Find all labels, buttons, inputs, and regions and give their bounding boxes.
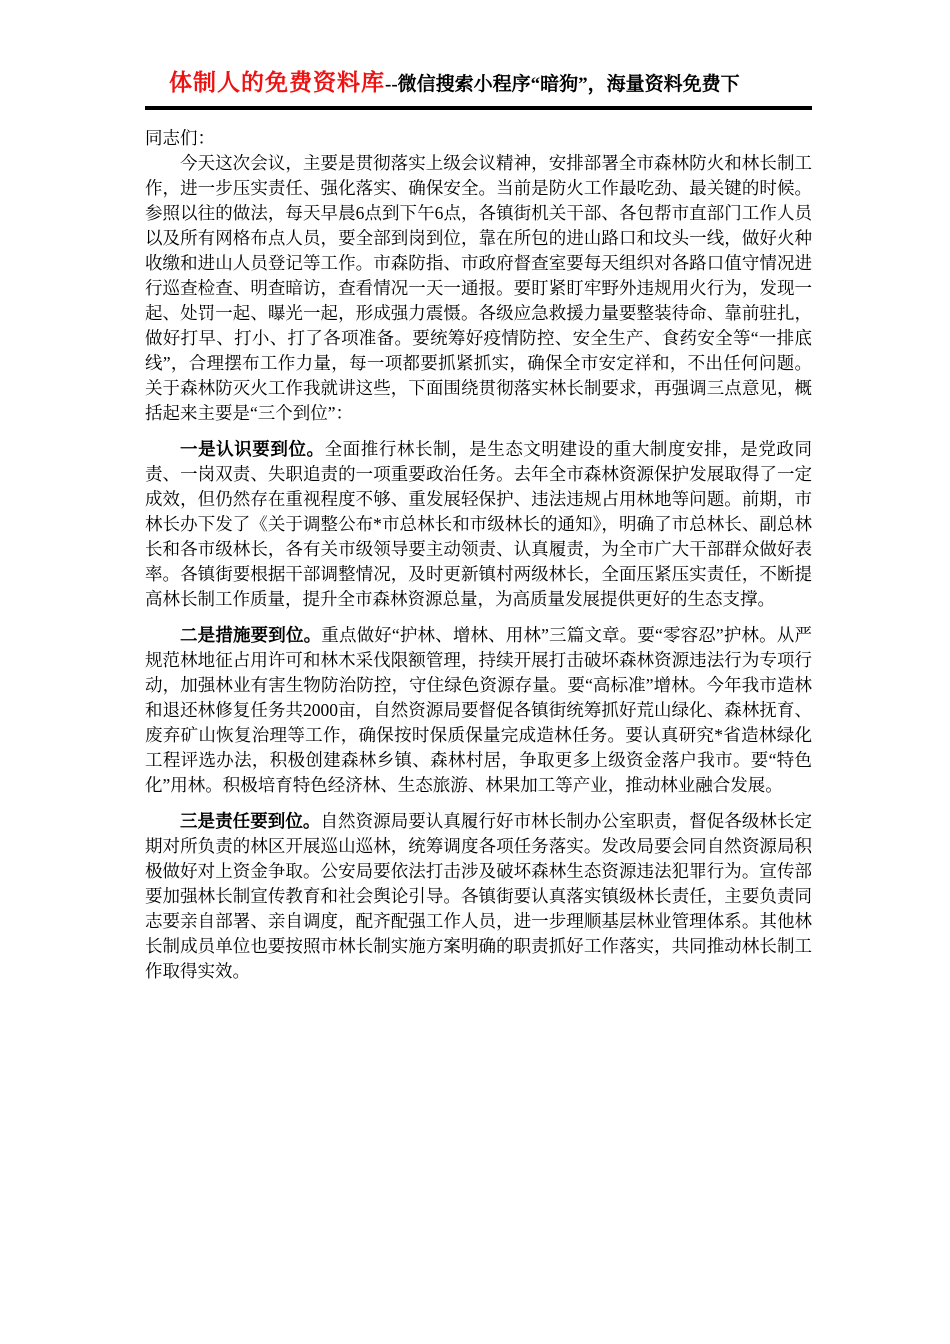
paragraph-text: 重点做好“护林、增林、用林”三篇文章。要“零容忍”护林。从严规范林地征占用许可和林木采伐限额管理，持续开展打击破坏森林资源违法行为专项行动，加强林业有害生物防治防控，守住绿色资源存量。要“高标准”增林。今年我市造林和退还林修复任务共2000亩，自然资源局要督促各镇街统筹抓好荒山绿化、森林抚育、废弃矿山恢复治理等工作，确保按时保质保量完成造林任务。要认真研究*省造林绿化工程评选办法，积极创建森林乡镇、森林村居，争取更多上级资金落户我市。要“特色化”用林。积极培育特色经济林、生态旅游、林果加工等产业，推动林业融合发展。 (145, 625, 812, 795)
paragraph (145, 809, 812, 984)
paragraph-lead: 三是责任要到位。 (180, 811, 321, 831)
paragraph-text: 全面推行林长制，是生态文明建设的重大制度安排，是党政同责、一岗双责、失职追责的一项重要政治任务。去年全市森林资源保护发展取得了一定成效，但仍然存在重视程度不够、重发展轻保护、违法违规占用林地等问题。前期，市林长办下发了《关于调整公布*市总林长和市级林长的通知》，明确了市总林长、副总林长和各市级林长，各有关市级领导要主动领责、认真履责，为全市广大干部群众做好表率。各镇街要根据干部调整情况，及时更新镇村两级林长，全面压紧压实责任，不断提高林长制工作质量，提升全市森林资源总量，为高质量发展提供更好的生态支撑。 (145, 439, 813, 609)
salutation: 同志们： (145, 128, 215, 148)
header-banner (145, 64, 812, 110)
paragraph-text: 自然资源局要认真履行好市林长制办公室职责，督促各级林长定期对所负责的林区开展巡山巡林，统筹调度各项任务落实。发改局要会同自然资源局积极做好对上资金争取。公安局要依法打击涉及破坏森林生态资源违法犯罪行为。宣传部要加强林长制宣传教育和社会舆论引导。各镇街要认真落实镇级林长责任，主要负责同志要亲自部署、亲自调度，配齐配强工作人员，进一步理顺基层林业管理体系。其他林长制成员单位也要按照市林长制实施方案明确的职责抓好工作落实，共同推动林长制工作取得实效。 (145, 811, 813, 981)
paragraph-lead: 二是措施要到位。 (180, 625, 322, 645)
paragraph (145, 151, 812, 426)
document-body (145, 126, 812, 995)
brand-title: 体制人的免费资料库 (169, 70, 385, 95)
paragraph (145, 437, 812, 612)
paragraph (145, 623, 812, 798)
paragraph-text: 今天这次会议，主要是贯彻落实上级会议精神，安排部署全市森林防火和林长制工作，进一步压实责任、强化落实、确保安全。当前是防火工作最吃劲、最关键的时候。参照以往的做法，每天早晨6点到下午6点，各镇街机关干部、各包帮市直部门工作人员以及所有网格布点人员，要全部到岗到位，靠在所包的进山路口和坟头一线，做好火种收缴和进山人员登记等工作。市森防指、市政府督查室要每天组织对各路口值守情况进行巡查检查、明查暗访，查看情况一天一通报。要盯紧盯牢野外违规用火行为，发现一起、处罚一起、曝光一起，形成强力震慑。各级应急救援力量要整装待命、靠前驻扎，做好打早、打小、打了各项准备。要统筹好疫情防控、安全生产、食药安全等“一排底线”，合理摆布工作力量，每一项都要抓紧抓实，确保全市安定祥和，不出任何问题。关于森林防灭火工作我就讲这些，下面围绕贯彻落实林长制要求，再强调三点意见，概括起来主要是“三个到位”： (145, 153, 812, 423)
header-text-row (145, 64, 812, 97)
header-tagline: --微信搜索小程序“暗狗”，海量资料免费下 (385, 74, 740, 95)
paragraph-lead: 一是认识要到位。 (180, 439, 325, 459)
